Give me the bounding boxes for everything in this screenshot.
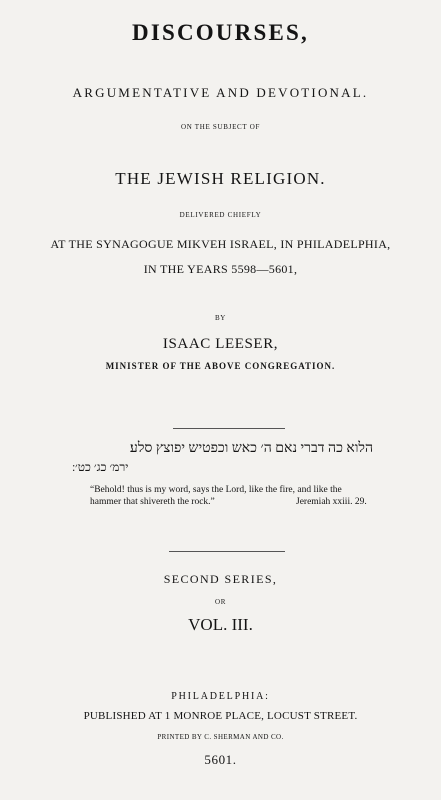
minister-line: MINISTER OF THE ABOVE CONGREGATION. (105, 361, 336, 371)
or-label: OR (214, 598, 227, 606)
bottom-divider (169, 551, 285, 552)
subject-label: ON THE SUBJECT OF (180, 123, 261, 131)
by-label: BY (214, 314, 227, 322)
years-line: IN THE YEARS 5598—5601, (143, 262, 298, 276)
publisher-line: PUBLISHED AT 1 MONROE PLACE, LOCUST STREET. (83, 710, 358, 722)
series-line: SECOND SERIES, (163, 572, 278, 586)
synagogue-line: AT THE SYNAGOGUE MIKVEH ISRAEL, IN PHILADELPHIA, (50, 237, 391, 251)
author-name: ISAAC LEESER, (162, 336, 279, 352)
top-divider (173, 428, 285, 429)
hebrew-citation-line: ירמ׳ כג׳ כט׳ ׃ (72, 460, 129, 474)
book-title: DISCOURSES, (132, 20, 309, 45)
religion-title: THE JEWISH RELIGION. (115, 169, 326, 188)
scripture-citation: Jeremiah xxiii. 29. (296, 497, 367, 507)
publication-year: 5601. (204, 752, 237, 767)
delivered-label: DELIVERED CHIEFLY (179, 211, 262, 219)
english-epigraph-line-2: hammer that shivereth the rock.” (90, 497, 215, 507)
book-subtitle: ARGUMENTATIVE AND DEVOTIONAL. (72, 85, 369, 100)
hebrew-epigraph-line: הלוא כה דברי נאם ה׳ כאש וכפטיש יפוצץ סלע׃ (129, 441, 373, 456)
place-line: PHILADELPHIA: (171, 691, 270, 702)
printer-line: PRINTED BY C. SHERMAN AND CO. (157, 733, 284, 741)
english-epigraph-line-1: “Behold! thus is my word, says the Lord, like the fire, and like the (90, 485, 342, 495)
volume-line: VOL. III. (188, 615, 253, 634)
